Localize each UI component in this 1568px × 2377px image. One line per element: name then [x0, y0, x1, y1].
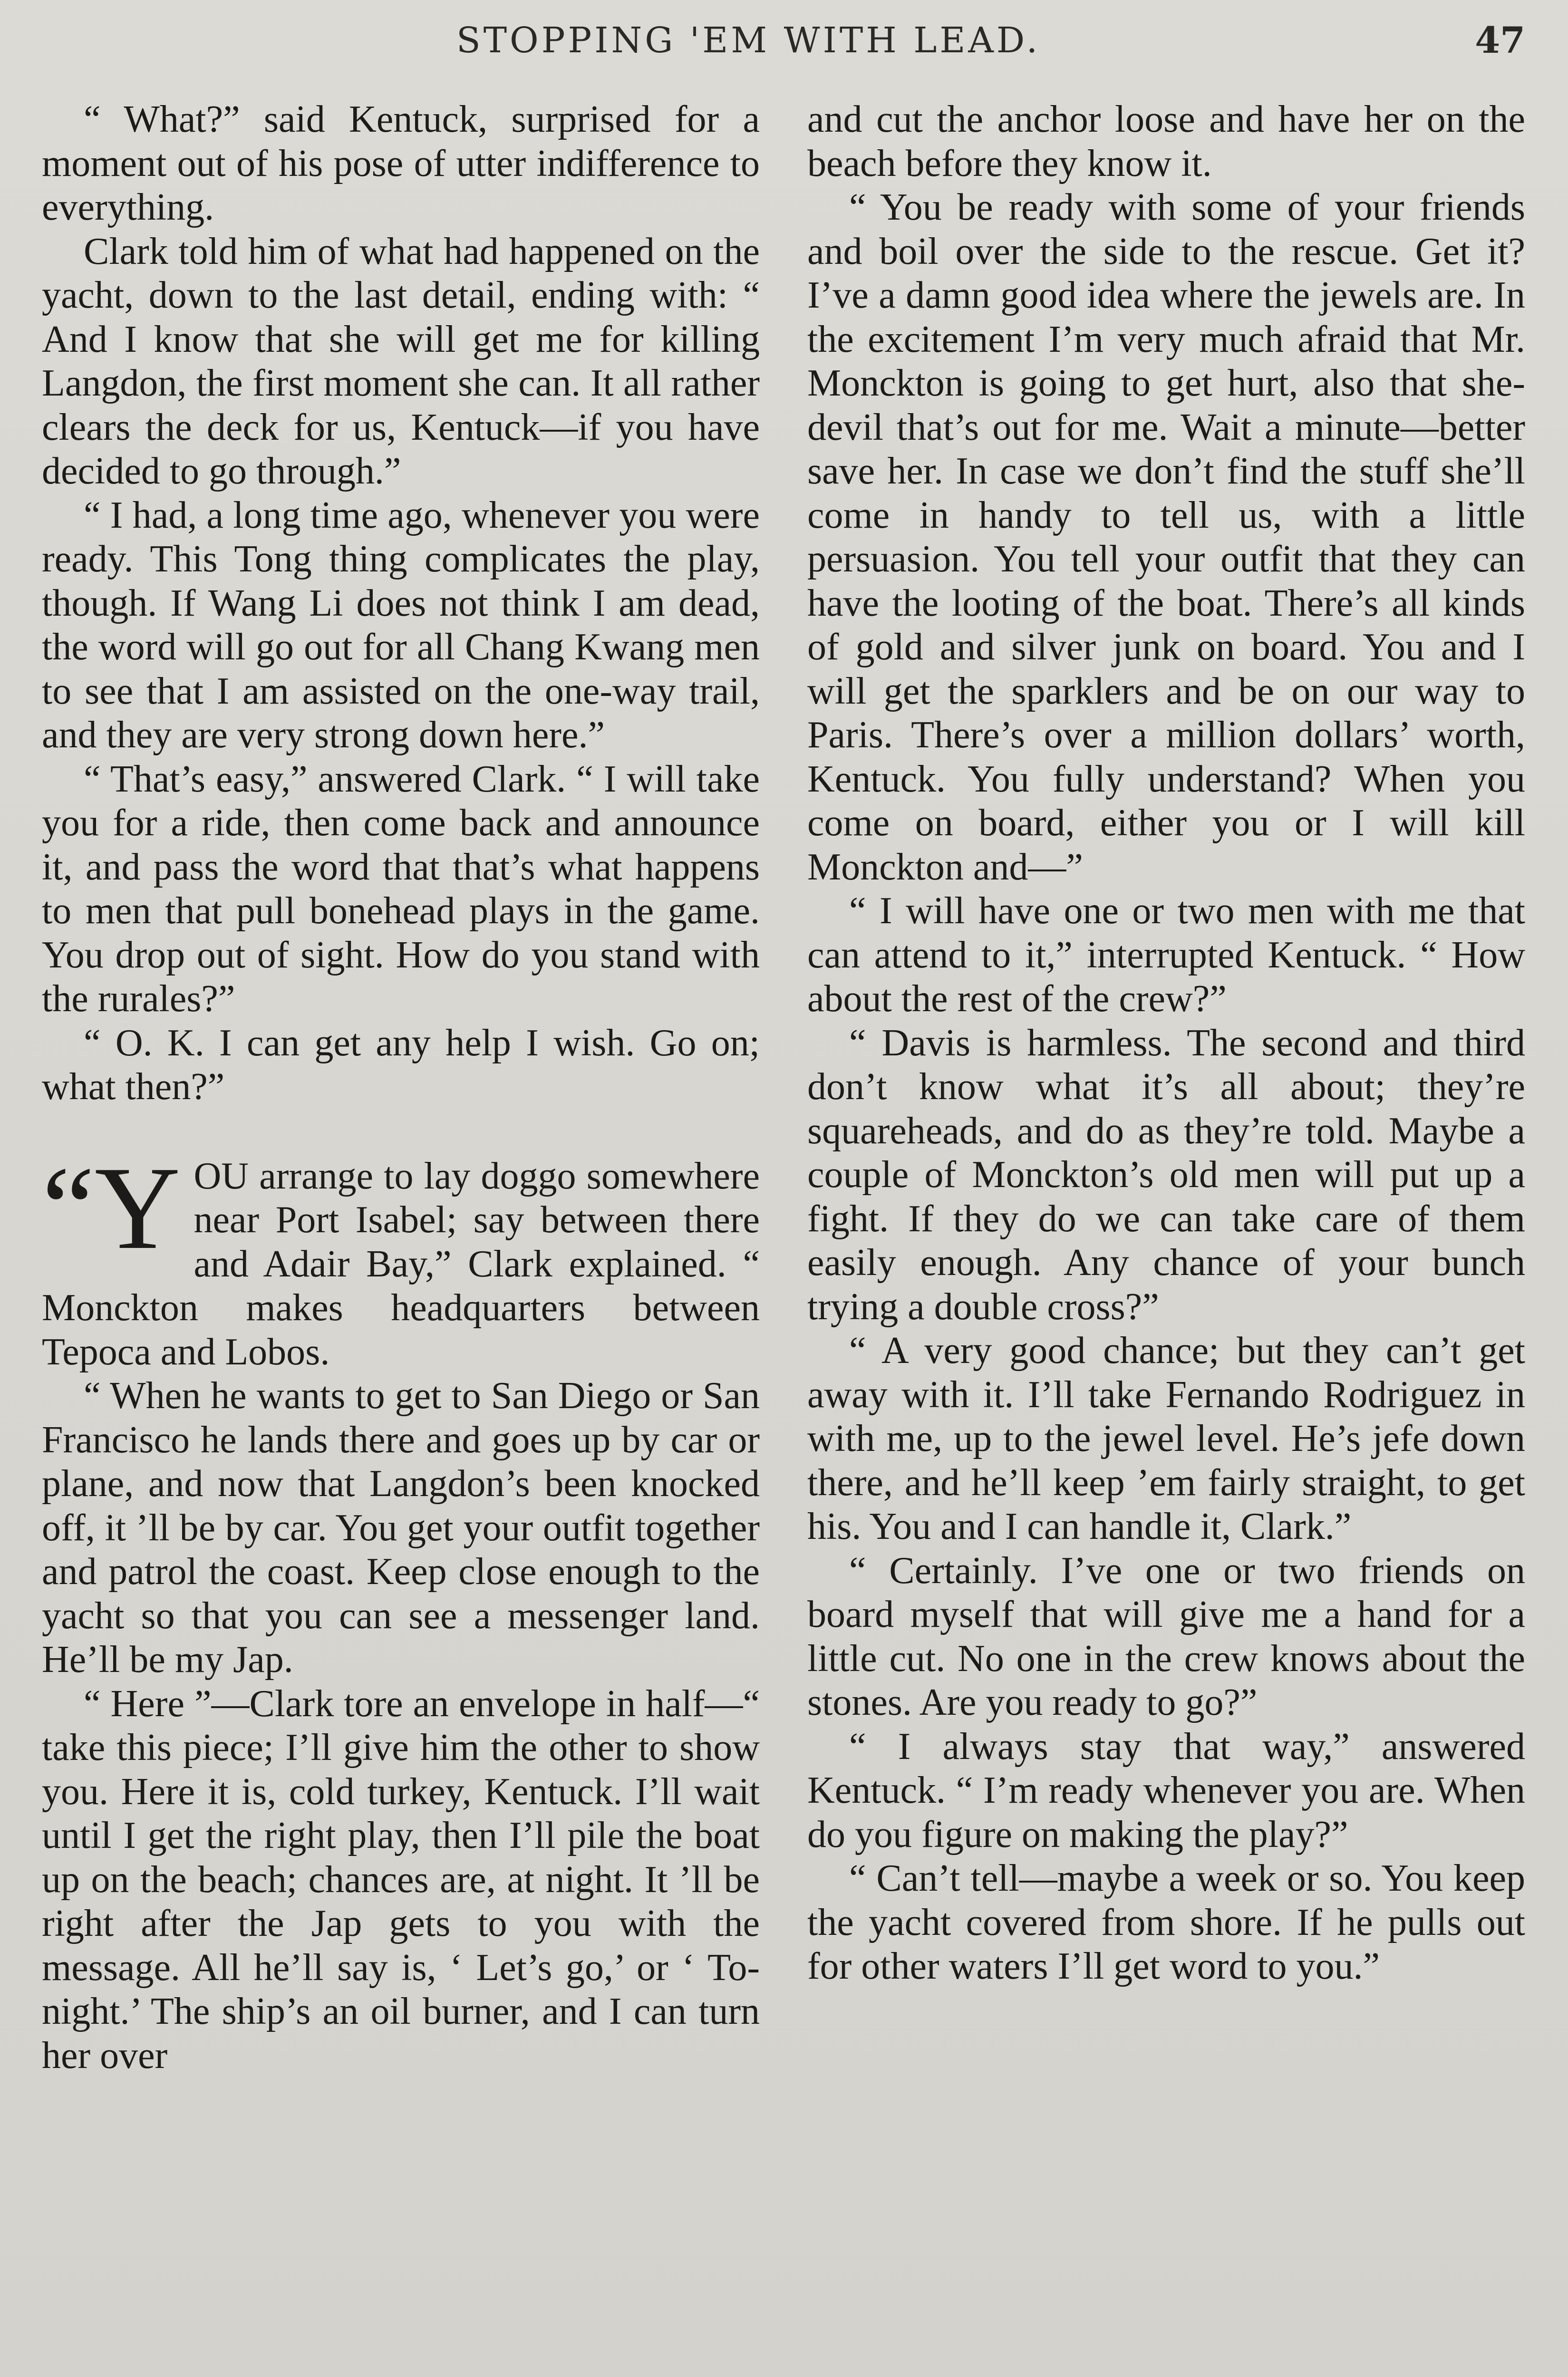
paragraph: “ Can’t tell—maybe a week or so. You keep the yacht covered from shore. If he pulls out for other waters I’ll get word to you.”: [807, 1857, 1525, 1987]
page-header: [0, 14, 1568, 67]
paragraph: “ Davis is harmless. The second and third don’t know what it’s all about; they’re squareheads, and do as they’re told. Maybe a couple of Monckton’s old men will put up a fight. If they do we can take care of them easily enough. Any chance of your bunch trying a double cross?”: [807, 1022, 1525, 1328]
drop-cap-paragraph-text: OU arrange to lay doggo somewhere near Port Isabel; say between there and Adair Bay,” Clark explained. “ Monckton makes headquarters between Tepoca and Lobos.: [42, 1155, 760, 1373]
paragraph: “ Certainly. I’ve one or two friends on board myself that will give me a hand for a little cut. No one in the crew knows about the stones. Are you ready to go?”: [807, 1549, 1525, 1723]
paragraph: “ What?” said Kentuck, surprised for a moment out of his pose of utter indifference to everything.: [42, 98, 760, 228]
paragraph: “ When he wants to get to San Diego or San Francisco he lands there and goes up by car or plane, and now that Langdon’s been knocked off, it ’ll be by car. You get your outfit together and patrol the coast. Keep close enough to the yacht so that you can see a messenger land. He’ll be my Jap.: [42, 1375, 760, 1681]
section-opening-paragraph: [42, 1142, 760, 1374]
page-number: 47: [1475, 19, 1525, 61]
paragraph: “ I will have one or two men with me that can attend to it,” interrupted Kentuck. “ How about the rest of the crew?”: [807, 890, 1525, 1020]
paragraph: “ That’s easy,” answered Clark. “ I will take you for a ride, then come back and announce it, and pass the word that that’s what happens to men that pull bonehead plays in the game. You drop out of sight. How do you stand with the rurales?”: [42, 758, 760, 1020]
paragraph: Clark told him of what had happened on the yacht, down to the last detail, ending with: “ And I know that she will get me for killing Langdon, the first moment she can. It all rather clears the deck for us, Kentuck—if you have decided to go through.”: [42, 230, 760, 492]
paragraph: “ I always stay that way,” answered Kentuck. “ I’m ready whenever you are. When do you figure on making the play?”: [807, 1725, 1525, 1855]
running-title: STOPPING 'EM WITH LEAD.: [456, 20, 1041, 61]
left-column: [42, 97, 760, 2077]
paragraph: “ A very good chance; but they can’t get away with it. I’ll take Fernando Rodriguez in with me, up to the jewel level. He’s jefe down there, and he’ll keep ’em fairly straight, to get his. You and I can handle it, Clark.”: [807, 1330, 1525, 1547]
paragraph: “ Here ”—Clark tore an envelope in half—“ take this piece; I’ll give him the other to show you. Here it is, cold turkey, Kentuck. I’ll wait until I get the right play, then I’ll pile the boat up on the beach; chances are, at night. It ’ll be right after the Jap gets to you with the message. All he’ll say is, ‘ Let’s go,’ or ‘ To-night.’ The ship’s an oil burner, and I can turn her over: [42, 1682, 760, 2077]
right-column: [807, 97, 1525, 1989]
paragraph: “ O. K. I can get any help I wish. Go on; what then?”: [42, 1022, 760, 1108]
paragraph: “ You be ready with some of your friends and boil over the side to the rescue. Get it? I’ve a damn good idea where the jewels are. In the excitement I’m very much afraid that Mr. Monckton is going to get hurt, also that she-devil that’s out for me. Wait a minute—better save her. In case we don’t find the stuff she’ll come in handy to tell us, with a little persuasion. You tell your outfit that they can have the looting of the boat. There’s all kinds of gold and silver junk on board. You and I will get the sparklers and be on our way to Paris. There’s over a million dollars’ worth, Kentuck. You fully understand? When you come on board, either you or I will kill Monckton and—”: [807, 186, 1525, 888]
continued-paragraph: and cut the anchor loose and have her on the beach before they know it.: [807, 98, 1525, 184]
paragraph: “ I had, a long time ago, whenever you were ready. This Tong thing complicates the play, though. If Wang Li does not think I am dead, the word will go out for all Chang Kwang men to see that I am assisted on the one-way trail, and they are very strong down here.”: [42, 494, 760, 756]
drop-cap-letter: Y: [94, 1142, 181, 1274]
drop-cap: [42, 1142, 181, 1274]
drop-cap-quote: “: [42, 1142, 95, 1274]
